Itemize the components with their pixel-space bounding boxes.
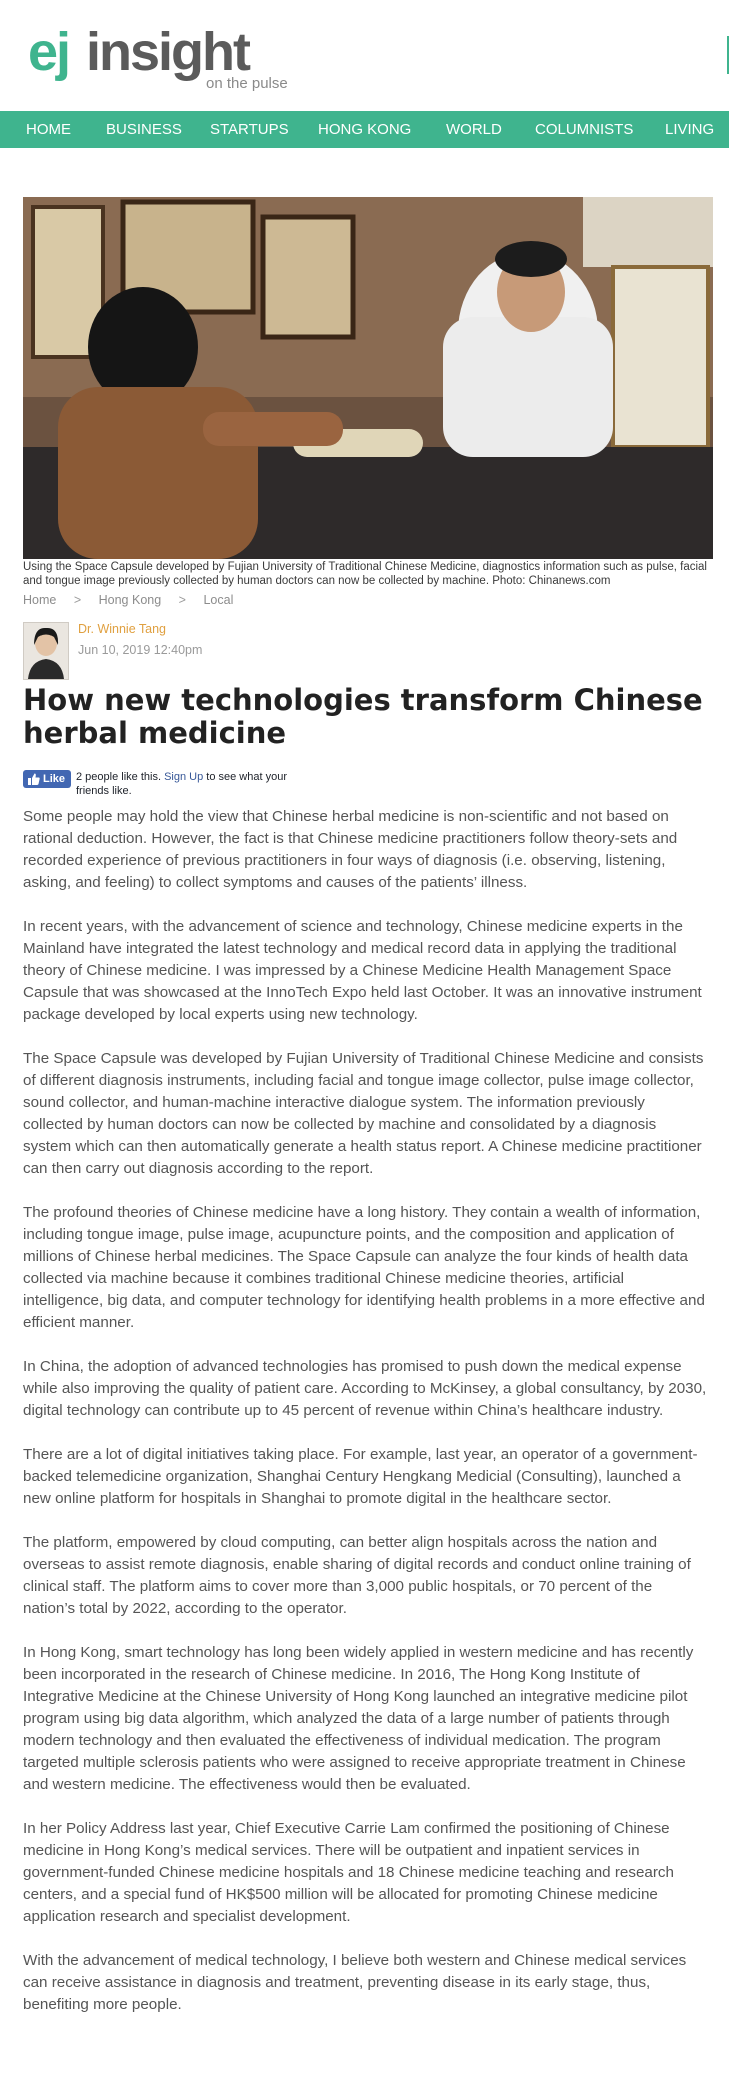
signup-suffix: to see what your friends like.: [76, 771, 287, 797]
article-body: [23, 806, 707, 2038]
breadcrumb-home[interactable]: Home: [23, 593, 57, 607]
facebook-like-button[interactable]: [23, 770, 71, 788]
article-paragraph: In her Policy Address last year, Chief Executive Carrie Lam confirmed the positioning of Chinese medicine in Hong Kong’s medical services. There will be outpatient and inpatient services in government-funded Chinese medicine hospitals and 18 Chinese medicine teaching and research centers, and a special fund of HK$500 million will be allocated for promoting Chinese medicine application research and specialist development.: [23, 1820, 674, 1925]
article-paragraph: The platform, empowered by cloud computing, can better align hospitals across the nation and overseas to assist remote diagnosis, enable sharing of digital records and conduct online training of clinical staff. The platform aims to cover more than 3,000 public hospitals, or 70 percent of the nation’s total by 2022, according to the operator.: [23, 1534, 691, 1617]
breadcrumb: [23, 593, 233, 607]
thumbs-up-icon: [28, 773, 40, 785]
main-nav: [0, 111, 729, 148]
article-paragraph: Some people may hold the view that Chinese herbal medicine is non-scientific and not based on rational deduction. However, the fact is that Chinese medicine practitioners follow theory-sets and recorded experience of previous practitioners in four ways of diagnosis (i.e. observing, listening, asking, and feeling) to collect symptoms and causes of the patients’ illness.: [23, 808, 678, 891]
breadcrumb-local[interactable]: Local: [203, 593, 234, 607]
article-hero-photo: [23, 197, 713, 559]
article-paragraph: In Hong Kong, smart technology has long been widely applied in western medicine and has recently been incorporated in the research of Chinese medicine. In 2016, The Hong Kong Institute of Integrative Medicine at the Chinese University of Hong Kong launched an integrative medicine pilot program using big data algorithm, which analyzed the data of a large number of patients through modern technology and then evaluated the effectiveness of individual medication. The program targeted multiple sclerosis patients who were assigned to receive appropriate treatment in Chinese and western medicine. The effectiveness would then be evaluated.: [23, 1644, 694, 1793]
nav-item-home[interactable]: HOME: [26, 121, 71, 138]
site-header: [0, 0, 729, 110]
article-paragraph: There are a lot of digital initiatives taking place. For example, last year, an operator of a government-backed telemedicine organization, Shanghai Century Hengkang Medicial (Consulting), launched a new online platform for hospitals in Shanghai to promote digital in the healthcare sector.: [23, 1446, 698, 1507]
article-paragraph: The profound theories of Chinese medicine have a long history. They contain a wealth of information, including tongue image, pulse image, acupuncture points, and the composition and application of millions of Chinese herbal medicines. The Space Capsule can analyze the four kinds of health data collected via machine because it combines traditional Chinese medicine theories, artificial intelligence, big data, and computer technology for identifying health problems in a more effective and efficient manner.: [23, 1204, 705, 1331]
article-paragraph: The Space Capsule was developed by Fujian University of Traditional Chinese Medicine and consists of different diagnosis instruments, including facial and tongue image collector, pulse image collector, sound collector, and human-machine interactive dialogue system. The information previously collected by human doctors can now be collected by machine and consolidated by a diagnosis system which can then automatically generate a health status report. A Chinese medicine practitioner can then carry out diagnosis according to the report.: [23, 1050, 704, 1177]
hero-photo-illustration: [23, 197, 713, 559]
like-count-text: [76, 770, 316, 798]
nav-item-columnists[interactable]: COLUMNISTS: [535, 121, 634, 138]
nav-item-world[interactable]: WORLD: [446, 121, 502, 138]
author-avatar-icon: [24, 623, 68, 679]
logo-tagline: on the pulse: [206, 75, 288, 92]
logo-insight-text: insight: [86, 22, 249, 82]
publish-date: Jun 10, 2019 12:40pm: [78, 643, 203, 657]
article-paragraph: With the advancement of medical technology, I believe both western and Chinese medical services can receive assistance in diagnosis and treatment, preventing disease in its early stage, thus, benefiting more people.: [23, 1952, 687, 2013]
breadcrumb-hong-kong[interactable]: Hong Kong: [98, 593, 162, 607]
nav-item-living[interactable]: LIVING: [665, 121, 715, 138]
article-title: How new technologies transform Chinese herbal medicine: [23, 683, 703, 750]
article-paragraph: In recent years, with the advancement of science and technology, Chinese medicine experts in the Mainland have integrated the latest technology and medical record data in applying the traditional theory of Chinese medicine. I was impressed by a Chinese Medicine Health Management Space Capsule that was showcased at the InnoTech Expo held last October. It was an innovative instrument package developed by local experts using new technology.: [23, 918, 702, 1023]
signup-link[interactable]: Sign Up: [164, 771, 204, 783]
author-name[interactable]: Dr. Winnie Tang: [78, 622, 167, 636]
nav-item-business[interactable]: BUSINESS: [106, 121, 182, 138]
logo-ej-text: ej: [28, 22, 70, 82]
like-count: 2 people like this.: [76, 771, 161, 783]
breadcrumb-separator: >: [178, 593, 186, 607]
photo-caption: Using the Space Capsule developed by Fujian University of Traditional Chinese Medicine, diagnostics information such as pulse, facial and tongue image previously collected by human doctors can now be collected by machine. Photo: Chinanews.com: [23, 561, 707, 587]
nav-item-startups[interactable]: STARTUPS: [210, 121, 289, 138]
article-paragraph: In China, the adoption of advanced technologies has promised to push down the medical expense while also improving the quality of patient care. According to McKinsey, a global consultancy, by 2030, digital technology can contribute up to 45 percent of revenue within China’s healthcare industry.: [23, 1358, 707, 1419]
nav-item-hong-kong[interactable]: HONG KONG: [318, 121, 412, 138]
author-avatar[interactable]: [23, 622, 69, 680]
like-label: Like: [43, 773, 66, 785]
breadcrumb-separator: >: [73, 593, 82, 607]
